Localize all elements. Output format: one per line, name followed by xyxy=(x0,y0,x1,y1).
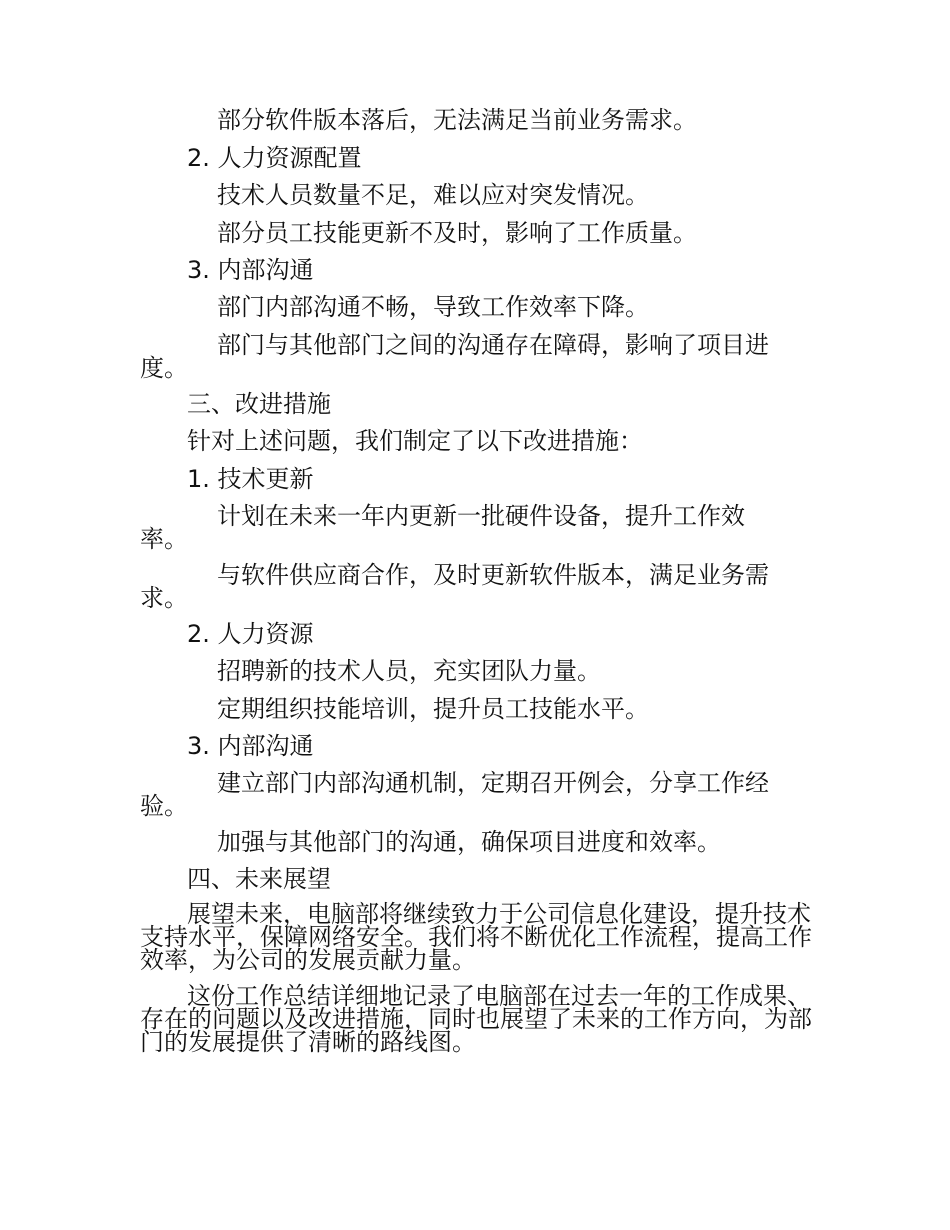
text-line: 定期组织技能培训，提升员工技能水平。 xyxy=(217,695,649,723)
text-line: 部分软件版本落后，无法满足当前业务需求。 xyxy=(217,106,697,134)
text-line: 针对上述问题，我们制定了以下改进措施： xyxy=(187,427,643,455)
text-line: 加强与其他部门的沟通，确保项目进度和效率。 xyxy=(217,828,721,856)
text-line: 部分员工技能更新不及时，影响了工作质量。 xyxy=(217,219,697,247)
paragraph-outlook: 展望未来，电脑部将继续致力于公司信息化建设，提升技术支持水平，保障网络安全。我们将不断优化工作流程，提高工作效率，为公司的发展贡献力量。 xyxy=(140,900,812,974)
list-heading: 2. 人力资源配置 xyxy=(187,144,362,172)
section-heading: 四、未来展望 xyxy=(187,865,331,893)
paragraph-summary: 这份工作总结详细地记录了电脑部在过去一年的工作成果、存在的问题以及改进措施，同时也展望了未来的工作方向，为部门的发展提供了清晰的路线图。 xyxy=(140,982,812,1056)
text-line: 与软件供应商合作，及时更新软件版本，满足业务需 xyxy=(217,561,769,589)
text-line: 招聘新的技术人员，充实团队力量。 xyxy=(217,657,601,685)
text-line-continuation: 度。 xyxy=(140,354,188,382)
text-line: 部门与其他部门之间的沟通存在障碍，影响了项目进 xyxy=(217,331,769,359)
text-line-continuation: 验。 xyxy=(140,792,188,820)
text-line: 计划在未来一年内更新一批硬件设备，提升工作效 xyxy=(217,502,745,530)
text-line: 技术人员数量不足，难以应对突发情况。 xyxy=(217,181,649,209)
text-line: 建立部门内部沟通机制，定期召开例会，分享工作经 xyxy=(217,769,769,797)
list-heading: 3. 内部沟通 xyxy=(187,256,314,284)
text-line-continuation: 率。 xyxy=(140,525,188,553)
text-line-continuation: 求。 xyxy=(140,584,188,612)
list-heading: 2. 人力资源 xyxy=(187,620,314,648)
text-line: 部门内部沟通不畅，导致工作效率下降。 xyxy=(217,293,649,321)
list-heading: 1. 技术更新 xyxy=(187,465,314,493)
section-heading: 三、改进措施 xyxy=(187,390,331,418)
list-heading: 3. 内部沟通 xyxy=(187,732,314,760)
